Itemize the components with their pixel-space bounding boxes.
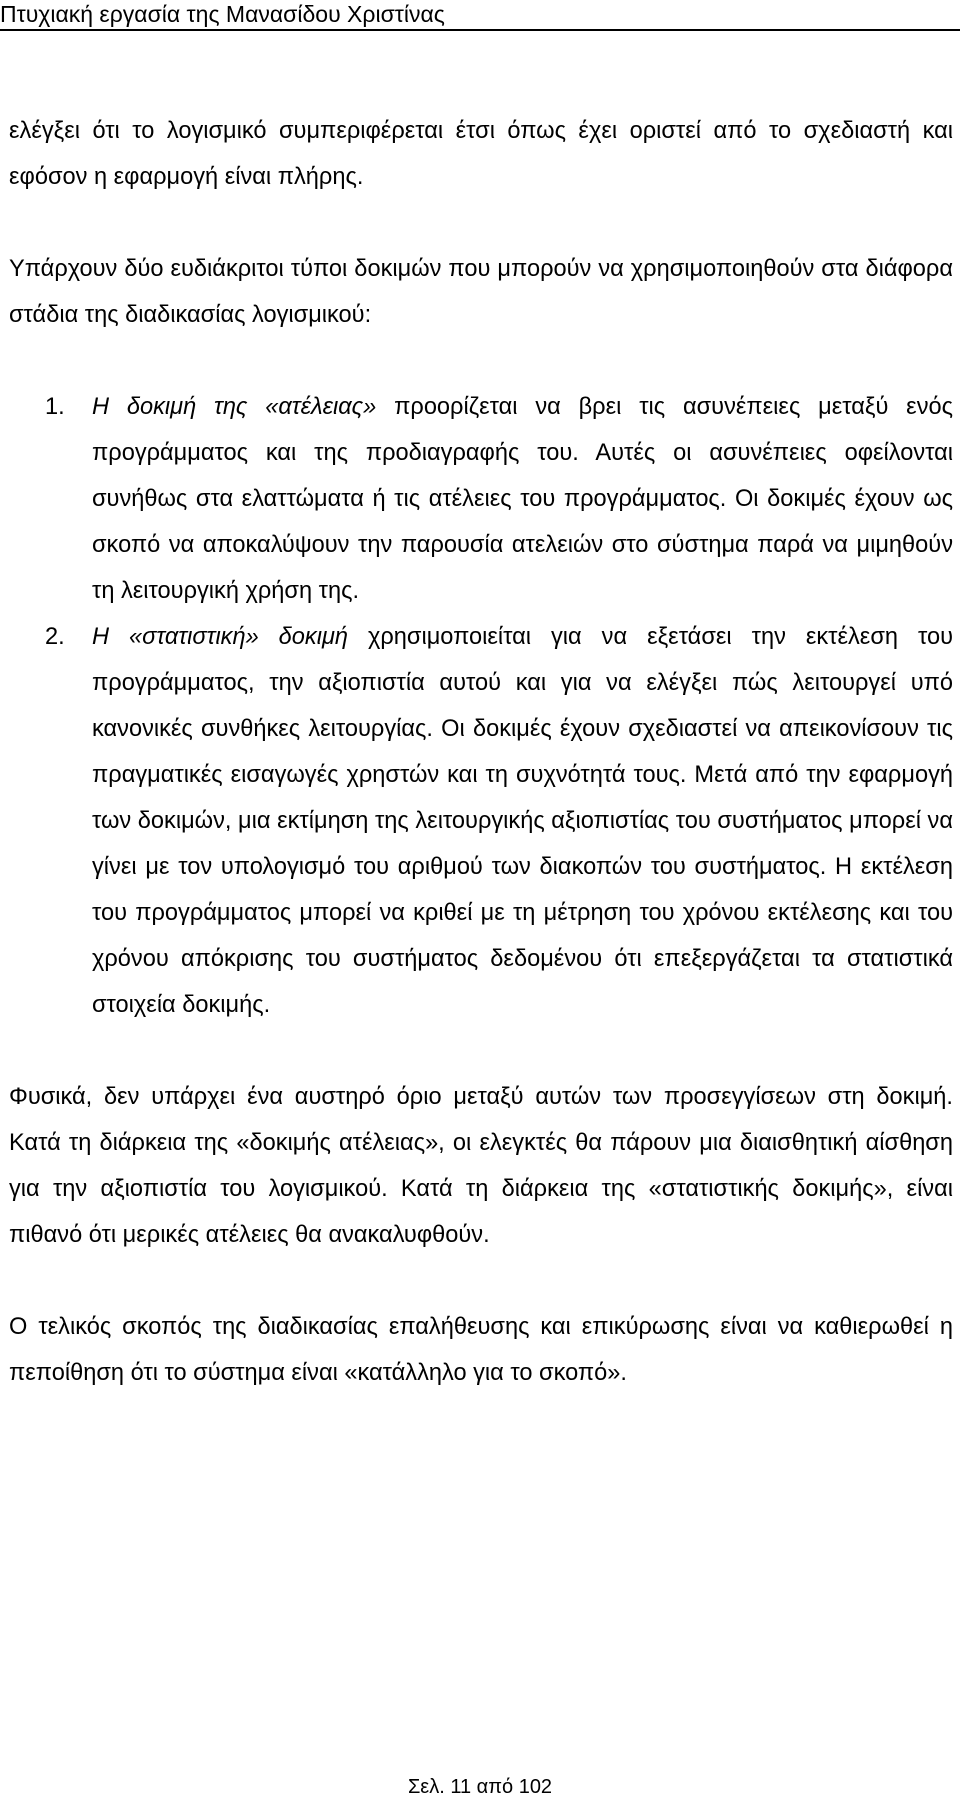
list-item-text: χρησιμοποιείται για να εξετάσει την εκτέλεση του προγράμματος, την αξιοπιστία αυτού και για να ελέγξει πώς λειτουργεί υπό κανονικές συνθήκες λειτουργίας. Οι δοκιμές έχουν σχεδιαστεί να απεικονίσουν τις πραγματικές εισαγωγές χρηστών και τη συχνότητά τους. Μετά από την εφαρμογή των δοκιμών, μια εκτίμηση της λειτουργικής αξιοπιστίας του συστήματος μπορεί να γίνει με τον υπολογισμό του αριθμού των διακοπών του συστήματος. Η εκτέλεση του προγράμματος μπορεί να κριθεί με τη μέτρηση του χρόνου εκτέλεσης και του χρόνου απόκρισης του συστήματος δεδομένου ότι επεξεργάζεται τα στατιστικά στοιχεία δοκιμής. <box>92 624 953 1018</box>
document-body <box>9 108 953 1396</box>
list-number: 1. <box>45 394 65 420</box>
list-item-defect-testing <box>9 384 953 614</box>
list-item-text: προορίζεται να βρει τις ασυνέπειες μεταξύ ενός προγράμματος και της προδιαγραφής του. Αυτές οι ασυνέπειες οφείλονται συνήθως στα ελαττώματα ή τις ατέλειες του προγράμματος. Οι δοκιμές έχουν ως σκοπό να αποκαλύψουν την παρουσία ατελειών στο σύστημα παρά να μιμηθούν τη λειτουργική χρήση της. <box>92 394 953 604</box>
list-item-term: Η «στατιστική» δοκιμή <box>92 624 348 650</box>
paragraph-test-types: Υπάρχουν δύο ευδιάκριτοι τύποι δοκιμών που μπορούν να χρησιμοποιηθούν στα διάφορα στάδια της διαδικασίας λογισμικού: <box>9 256 953 328</box>
paragraph-boundary: Φυσικά, δεν υπάρχει ένα αυστηρό όριο μεταξύ αυτών των προσεγγίσεων στη δοκιμή. Κατά τη διάρκεια της «δοκιμής ατέλειας», οι ελεγκτές θα πάρουν μια διαισθητική αίσθηση για την αξιοπιστία του λογισμικού. Κατά τη διάρκεια της «στατιστικής δοκιμής», είναι πιθανό ότι μερικές ατέλειες θα ανακαλυφθούν. <box>9 1084 953 1248</box>
page-footer <box>0 1774 960 1800</box>
paragraph-goal: Ο τελικός σκοπός της διαδικασίας επαλήθευσης και επικύρωσης είναι να καθιερωθεί η πεποίθηση ότι το σύστημα είναι «κατάλληλο για το σκοπό». <box>9 1314 953 1386</box>
list-item-statistical-testing <box>9 614 953 1028</box>
page-header <box>0 0 960 31</box>
list-item-term: Η δοκιμή της «ατέλειας» <box>92 394 377 420</box>
page-number: Σελ. 11 από 102 <box>407 1776 553 1798</box>
paragraph-intro: ελέγξει ότι το λογισμικό συμπεριφέρεται έτσι όπως έχει οριστεί από το σχεδιαστή και εφόσον η εφαρμογή είναι πλήρης. <box>9 118 953 190</box>
header-title: Πτυχιακή εργασία της Μανασίδου Χριστίνας <box>0 1 445 27</box>
list-number: 2. <box>45 624 65 650</box>
test-types-list <box>9 384 953 1028</box>
